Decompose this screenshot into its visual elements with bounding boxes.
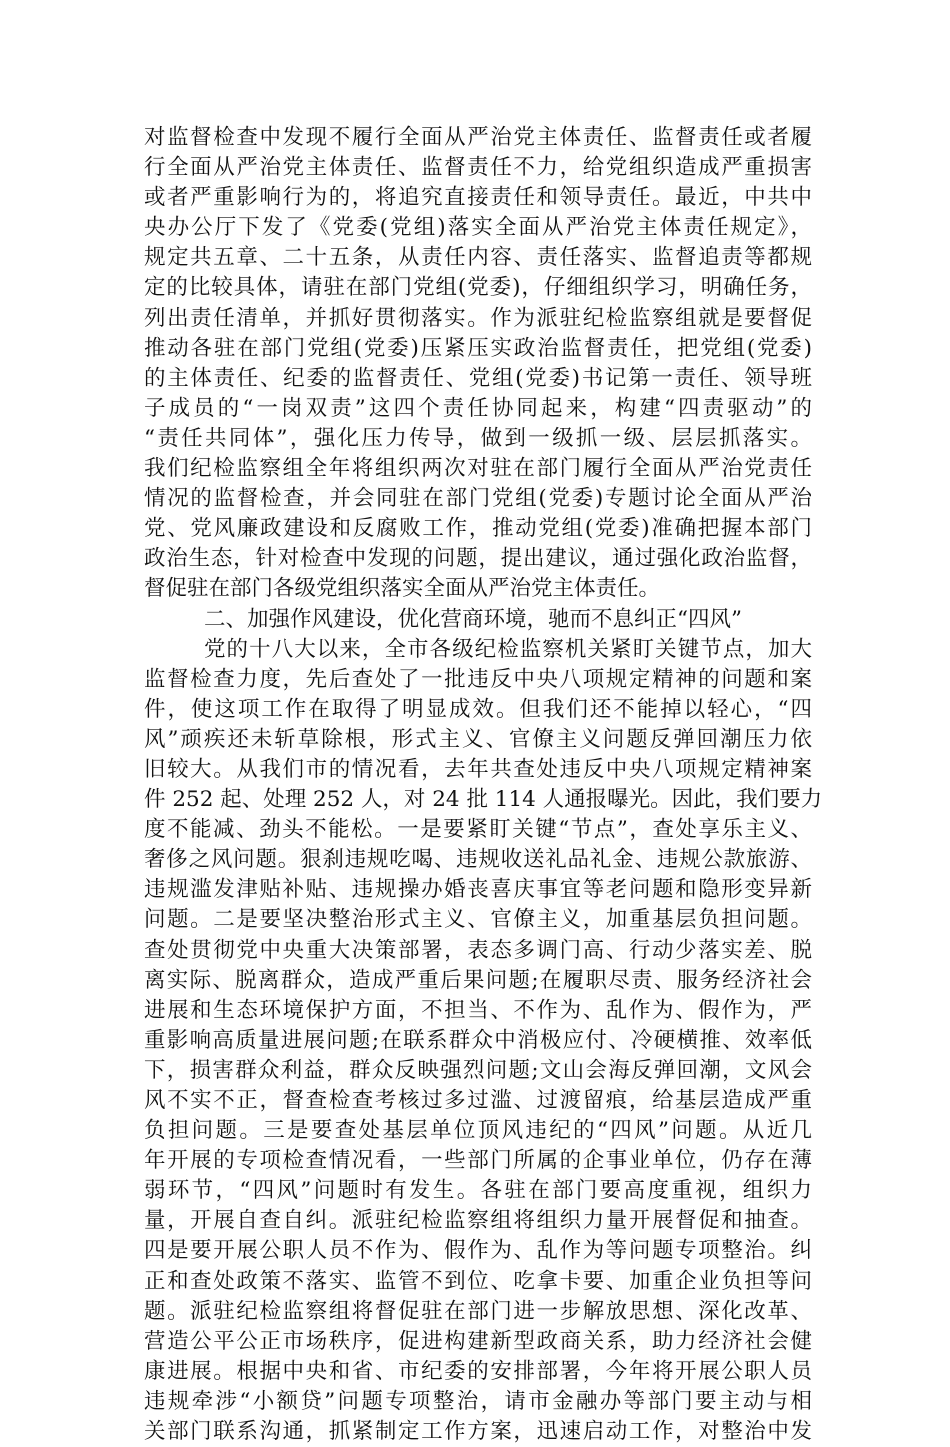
text-line: 营造公平公正市场秩序，促进构建新型政商关系，助力经济社会健 [144,1328,812,1354]
text-line: 量，开展自查自纠。派驻纪检监察组将组织力量开展督促和抽查。 [144,1208,812,1234]
body-text [144,123,823,1447]
text-line: 重影响高质量进展问题;在联系群众中消极应付、冷硬横推、效率低 [144,1027,812,1053]
text-line: 题。派驻纪检监察组将督促驻在部门进一步解放思想、深化改革、 [144,1298,812,1324]
text-line: 风不实不正，督查检查考核过多过滥、过渡留痕，给基层造成严重 [144,1088,812,1113]
section-heading: 二、加强作风建设，优化营商环境，驰而不息纠正“四风” [204,606,742,632]
text-line: 风”顽疾还未斩草除根，形式主义、官僚主义问题反弹回潮压力依 [144,726,812,752]
text-line: 查处贯彻党中央重大决策部署，表态多调门高、行动少落实差、脱 [144,937,812,963]
text-line: 的主体责任、纪委的监督责任、党组(党委)书记第一责任、领导班 [144,365,812,391]
text-line: 监督检查力度，先后查处了一批违反中央八项规定精神的问题和案 [144,666,812,692]
text-line: 问题。二是要坚决整治形式主义、官僚主义，加重基层负担问题。 [144,907,812,933]
text-line: 情况的监督检查，并会同驻在部门党组(党委)专题讨论全面从严治 [144,486,812,512]
text-line: 进展和生态环境保护方面，不担当、不作为、乱作为、假作为，严 [144,997,812,1023]
text-line: 康进展。根据中央和省、市纪委的安排部署，今年将开展公职人员 [144,1358,812,1384]
text-line: 党的十八大以来，全市各级纪检监察机关紧盯关键节点，加大 [204,636,812,662]
text-line: 违规滥发津贴补贴、违规操办婚丧喜庆事宜等老问题和隐形变异新 [144,877,812,903]
text-line: 件，使这项工作在取得了明显成效。但我们还不能掉以轻心，“四 [144,696,812,722]
text-line: 度不能减、劲头不能松。一是要紧盯关键“节点”，查处享乐主义、 [144,817,812,843]
text-line: 件 252 起、处理 252 人，对 24 批 114 人通报曝光。因此，我们要力 [144,787,823,813]
text-line: 关部门联系沟通，抓紧制定工作方案，迅速启动工作，对整治中发 [144,1419,812,1445]
text-line: 我们纪检监察组全年将组织两次对驻在部门履行全面从严治党责任 [144,456,812,482]
text-line: 离实际、脱离群众，造成严重后果问题;在履职尽责、服务经济社会 [144,967,812,993]
text-line: 督促驻在部门各级党组织落实全面从严治党主体责任。 [144,576,661,602]
text-line: 或者严重影响行为的，将追究直接责任和领导责任。最近，中共中 [144,185,812,211]
text-line: 定的比较具体，请驻在部门党组(党委)，仔细组织学习，明确任务， [144,275,812,301]
text-line: 行全面从严治党主体责任、监督责任不力，给党组织造成严重损害 [144,155,812,181]
text-line: 对监督检查中发现不履行全面从严治党主体责任、监督责任或者履 [144,125,812,150]
text-line: 弱环节，“四风”问题时有发生。各驻在部门要高度重视，组织力 [144,1178,812,1204]
text-line: 推动各驻在部门党组(党委)压紧压实政治监督责任，把党组(党委) [144,335,812,361]
text-line: 下，损害群众利益，群众反映强烈问题;文山会海反弹回潮，文风会 [144,1057,812,1083]
text-line: 奢侈之风问题。狠刹违规吃喝、违规收送礼品礼金、违规公款旅游、 [144,847,812,873]
text-line: 列出责任清单，并抓好贯彻落实。作为派驻纪检监察组就是要督促 [144,305,812,331]
text-line: 子成员的“一岗双责”这四个责任协同起来，构建“四责驱动”的 [144,395,812,421]
text-line: 央办公厅下发了《党委(党组)落实全面从严治党主体责任规定》， [144,215,812,241]
text-line: “责任共同体”，强化压力传导，做到一级抓一级、层层抓落实。 [144,425,812,451]
text-line: 年开展的专项检查情况看，一些部门所属的企事业单位，仍存在薄 [144,1148,812,1174]
text-line: 违规牵涉“小额贷”问题专项整治，请市金融办等部门要主动与相 [144,1388,812,1414]
text-line: 正和查处政策不落实、监管不到位、吃拿卡要、加重企业负担等问 [144,1268,812,1294]
text-line: 四是要开展公职人员不作为、假作为、乱作为等问题专项整治。纠 [144,1238,812,1264]
text-line: 旧较大。从我们市的情况看，去年共查处违反中央八项规定精神案 [144,756,812,782]
text-line: 规定共五章、二十五条，从责任内容、责任落实、监督追责等都规 [144,245,812,271]
text-line: 负担问题。三是要查处基层单位顶风违纪的“四风”问题。从近几 [144,1118,812,1144]
text-line: 党、党风廉政建设和反腐败工作，推动党组(党委)准确把握本部门 [144,516,812,542]
text-line: 政治生态，针对检查中发现的问题，提出建议，通过强化政治监督， [144,546,812,572]
